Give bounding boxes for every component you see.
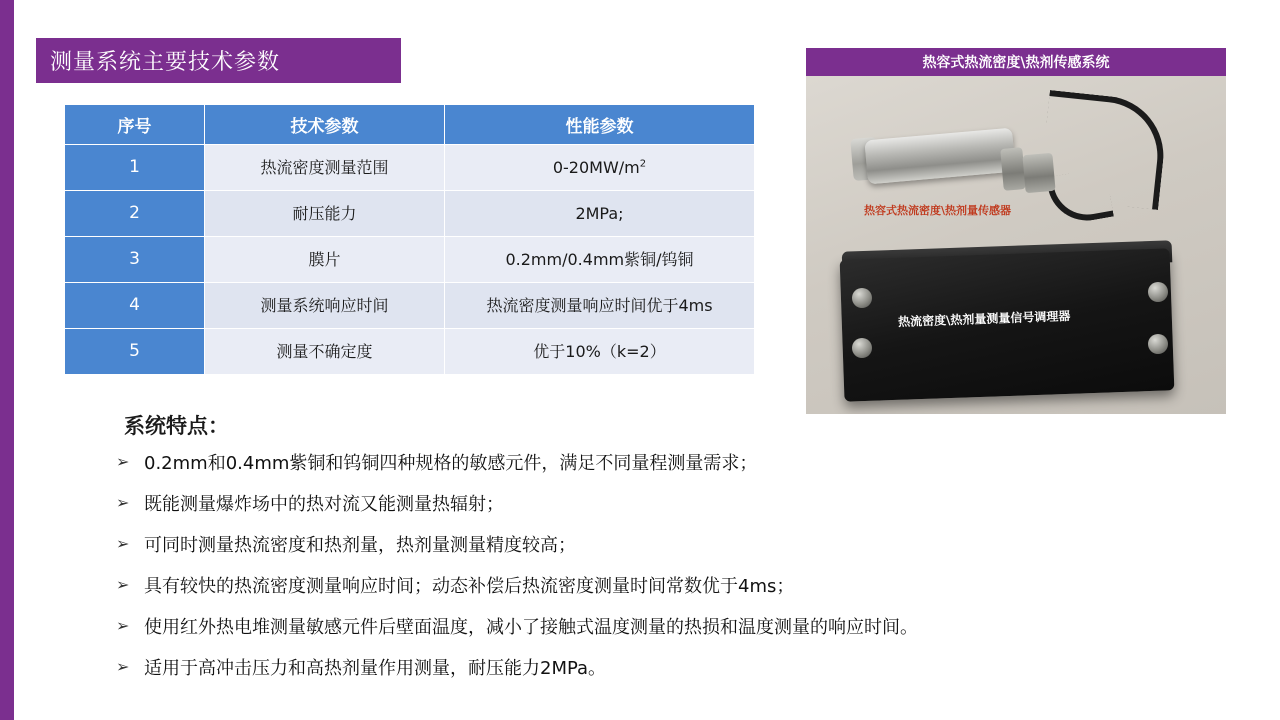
- list-item: [116, 655, 1246, 682]
- left-accent-bar: [0, 0, 14, 720]
- list-item-text: 适用于高冲击压力和高热剂量作用测量，耐压能力2MPa。: [144, 658, 607, 679]
- connector-icon: [852, 288, 872, 308]
- table-header-index: 序号: [65, 105, 205, 145]
- sensor-probe: [864, 128, 1015, 185]
- page-title: 测量系统主要技术参数: [50, 50, 281, 75]
- photo-background: [806, 76, 1226, 414]
- conditioner-label: 热流密度\热剂量测量信号调理器: [897, 308, 1071, 330]
- features-heading: 系统特点：: [124, 413, 229, 438]
- probe-connector-ring: [1000, 147, 1026, 191]
- row-value: 热流密度测量响应时间优于4ms: [445, 283, 755, 329]
- table-row: [65, 145, 755, 191]
- technical-parameters-table: [64, 104, 755, 375]
- row-value: 0.2mm/0.4mm紫铜/钨铜: [445, 237, 755, 283]
- row-index: 5: [65, 329, 205, 375]
- list-item-text: 既能测量爆炸场中的热对流又能测量热辐射；: [144, 494, 504, 515]
- list-item: [116, 491, 1246, 518]
- row-index: 1: [65, 145, 205, 191]
- arrow-bullet-icon: ➢: [116, 493, 130, 512]
- list-item: [116, 532, 1246, 559]
- row-index: 4: [65, 283, 205, 329]
- table-row: [65, 329, 755, 375]
- row-parameter: 热流密度测量范围: [205, 145, 445, 191]
- arrow-bullet-icon: ➢: [116, 534, 130, 553]
- cable-secondary-icon: [1046, 167, 1114, 227]
- row-value-superscript: 2: [639, 158, 647, 170]
- arrow-bullet-icon: ➢: [116, 575, 130, 594]
- row-value-text: 0-20MW/m: [552, 157, 640, 177]
- row-parameter: 耐压能力: [205, 191, 445, 237]
- connector-icon: [1148, 334, 1168, 354]
- row-index: 2: [65, 191, 205, 237]
- table-header-parameter: 技术参数: [205, 105, 445, 145]
- list-item: [116, 614, 1246, 641]
- list-item-text: 具有较快的热流密度测量响应时间；动态补偿后热流密度测量时间常数优于4ms；: [144, 576, 795, 597]
- list-item-text: 可同时测量热流密度和热剂量，热剂量测量精度较高；: [144, 535, 576, 556]
- photo-caption: 热容式热流密度\热剂传感系统: [806, 48, 1226, 76]
- table-header-row: [65, 105, 755, 145]
- row-value: 2MPa;: [445, 191, 755, 237]
- probe-connector-ring-2: [1022, 153, 1055, 193]
- table-header-performance: 性能参数: [445, 105, 755, 145]
- arrow-bullet-icon: ➢: [116, 452, 130, 471]
- connector-icon: [1148, 282, 1168, 302]
- row-index: 3: [65, 237, 205, 283]
- table-row: [65, 237, 755, 283]
- table-row: [65, 283, 755, 329]
- row-parameter: 测量系统响应时间: [205, 283, 445, 329]
- arrow-bullet-icon: ➢: [116, 657, 130, 676]
- features-list: [116, 450, 1246, 696]
- list-item-text: 0.2mm和0.4mm紫铜和钨铜四种规格的敏感元件，满足不同量程测量需求；: [144, 453, 758, 474]
- row-parameter: 测量不确定度: [205, 329, 445, 375]
- row-parameter: 膜片: [205, 237, 445, 283]
- list-item-text: 使用红外热电堆测量敏感元件后壁面温度，减小了接触式温度测量的热损和温度测量的响应时间。: [144, 617, 918, 638]
- table-row: [65, 191, 755, 237]
- slide-title-banner: [36, 38, 401, 83]
- list-item: [116, 573, 1246, 600]
- row-value: 优于10%（k=2）: [445, 329, 755, 375]
- product-photo-panel: [806, 48, 1226, 414]
- probe-label: 热容式热流密度\热剂量传感器: [864, 204, 1012, 217]
- connector-icon: [852, 338, 872, 358]
- arrow-bullet-icon: ➢: [116, 616, 130, 635]
- list-item: [116, 450, 1246, 477]
- row-value: [445, 145, 755, 191]
